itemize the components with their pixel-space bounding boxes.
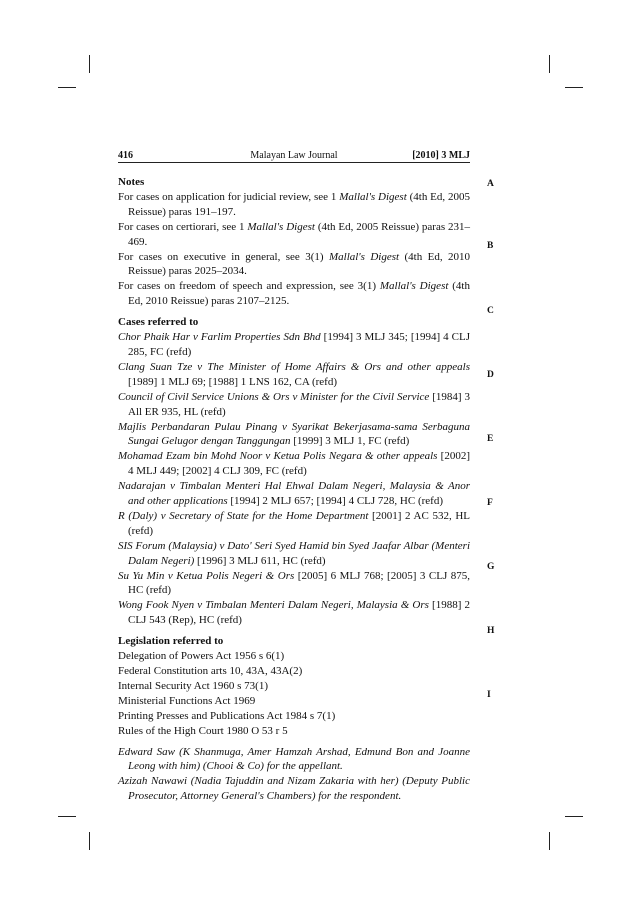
margin-letter: C [487,306,494,316]
margin-letter: I [487,690,491,700]
note-item: For cases on certiorari, see 1 Mallal's Digest (4th Ed, 2005 Reissue) paras 231–469. [118,220,471,248]
case-item: Chor Phaik Har v Farlim Properties Sdn Bhd [1994] 3 MLJ 345; [1994] 4 CLJ 285, FC (refd) [118,331,470,358]
case-item: Wong Fook Nyen v Timbalan Menteri Dalam Negeri, Malaysia & Ors [1988] 2 CLJ 543 (Rep), HC (refd) [118,599,470,627]
margin-letter: H [487,626,495,636]
crop-mark [89,55,90,73]
note-item: For cases on application for judicial review, see 1 Mallal's Digest (4th Ed, 2005 Reissue) paras 191–197. [118,190,470,218]
legislation-item: Delegation of Powers Act 1956 s 6(1) [118,650,285,663]
notes-heading: Notes [118,176,145,188]
legislation-item: Ministerial Functions Act 1969 [118,694,256,707]
margin-letter: D [487,370,494,380]
margin-letter: F [487,498,493,508]
crop-mark [565,816,583,817]
crop-mark [58,816,76,817]
case-item: Clang Suan Tze v The Minister of Home Affairs & Ors and other appeals [1989] 1 MLJ 69; [1988] 1 LNS 162, CA (refd) [118,360,470,388]
margin-letter: B [487,241,494,251]
counsel-appellant: Edward Saw (K Shanmuga, Amer Hamzah Arshad, Edmund Bon and Joanne Leong with him) (Chooi & Co) for the appellant. [118,745,470,773]
crop-mark [565,87,583,88]
note-item: For cases on executive in general, see 3(1) Mallal's Digest (4th Ed, 2010 Reissue) paras 2025–2034. [118,250,470,278]
legislation-item: Federal Constitution arts 10, 43A, 43A(2) [118,665,303,677]
legislation-heading: Legislation referred to [118,635,224,648]
margin-letter: A [487,179,494,189]
journal-name: Malayan Law Journal [250,150,338,161]
citation: [2010] 3 MLJ [412,150,470,161]
page-body [118,175,470,804]
case-item: Mohamad Ezam bin Mohd Noor v Ketua Polis Negara & other appeals [2002] 4 MLJ 449; [2002] 4 CLJ 309, FC (refd) [118,450,471,478]
legislation-item: Printing Presses and Publications Act 1984 s 7(1) [118,709,336,722]
crop-mark [549,832,550,850]
case-item: SIS Forum (Malaysia) v Dato' Seri Syed Hamid bin Syed Jaafar Albar (Menteri Dalam Negeri) [1996] 3 MLJ 611, HC (refd) [118,539,470,567]
case-item: Nadarajan v Timbalan Menteri Hal Ehwal Dalam Negeri, Malaysia & Anor and other applications [1994] 2 MLJ 657; [1994] 4 CLJ 728, HC (refd) [118,480,470,508]
page-number: 416 [118,150,133,161]
case-item: Su Yu Min v Ketua Polis Negeri & Ors [2005] 6 MLJ 768; [2005] 3 CLJ 875, HC (refd) [118,569,470,597]
cases-heading: Cases referred to [118,316,199,329]
case-item: Council of Civil Service Unions & Ors v Minister for the Civil Service [1984] 3 All ER 935, HL (refd) [118,390,471,418]
crop-mark [89,832,90,850]
margin-letter: G [487,562,495,572]
running-header [118,148,470,163]
crop-mark [549,55,550,73]
crop-mark [58,87,76,88]
case-item: Majlis Perbandaran Pulau Pinang v Syarikat Bekerjasama-sama Serbaguna Sungai Gelugor dengan Tanggungan [1999] 3 MLJ 1, FC (refd) [118,420,470,448]
legislation-item: Internal Security Act 1960 s 73(1) [118,679,268,692]
counsel-respondent: Azizah Nawawi (Nadia Tajuddin and Nizam Zakaria with her) (Deputy Public Prosecutor, Attorney General's Chambers) for the respondent. [118,775,470,803]
note-item: For cases on freedom of speech and expression, see 3(1) Mallal's Digest (4th Ed, 2010 Reissue) paras 2107–2125. [118,280,470,308]
legislation-item: Rules of the High Court 1980 O 53 r 5 [118,724,288,737]
case-item: R (Daly) v Secretary of State for the Home Department [2001] 2 AC 532, HL (refd) [118,509,470,537]
margin-letter: E [487,434,494,444]
